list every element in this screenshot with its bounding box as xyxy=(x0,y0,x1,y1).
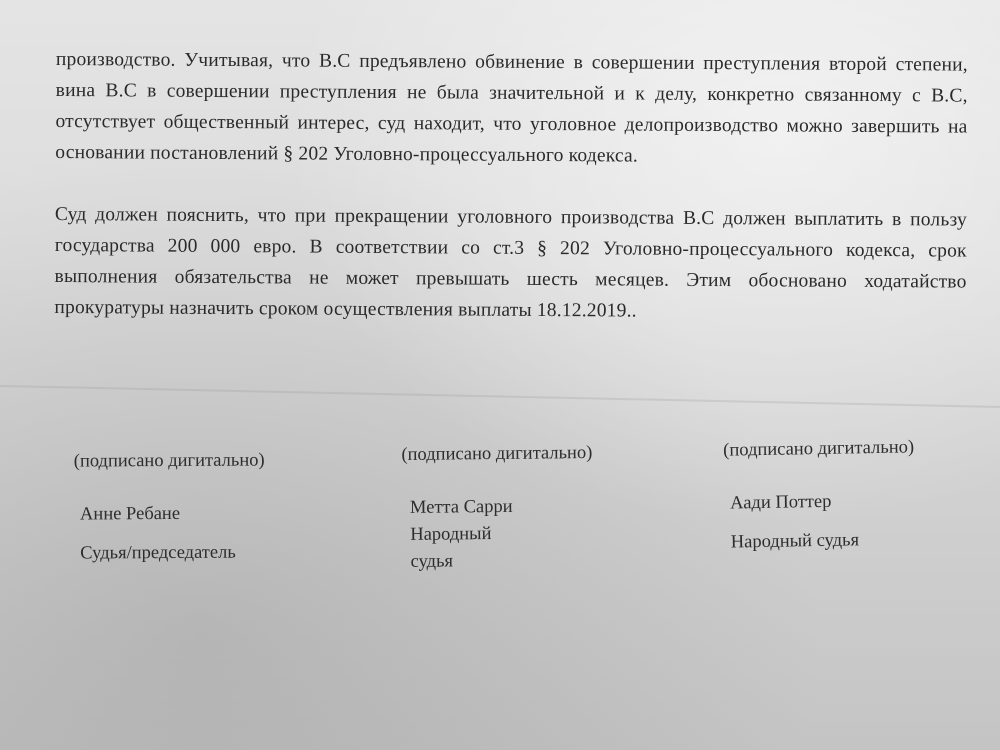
signature-block-lay-judge-1 xyxy=(401,440,593,576)
paper-crease xyxy=(0,385,1000,408)
signature-caption: (подписано дигитально) xyxy=(401,443,593,466)
signature-block-lay-judge-2 xyxy=(723,434,916,556)
signature-caption: (подписано дигитально) xyxy=(73,450,265,472)
signature-caption: (подписано дигитально) xyxy=(723,437,915,461)
signer-name: Анне Ребане xyxy=(79,503,181,525)
paragraph-payment: Суд должен пояснить, что при прекращении уголовного производства В.С должен выплатить в пользу государства 200 000 евро. В соответствии со ст.3 § 202 Уголовно-процессуального кодекса, срок выполнения обязательства не может превышать шесть месяцев. Этим обосновано ходатайство прокуратуры назначить сроком осуществления выплаты 18.12.2019.. xyxy=(54,203,968,322)
signer-role: Народный судья xyxy=(410,524,492,572)
document-body xyxy=(54,44,968,329)
signer-name: Метта Сарри xyxy=(409,496,513,518)
signer-role: Народный судья xyxy=(730,530,860,553)
paragraph-ruling: производство. Учитывая, что В.С предъявлено обвинение в совершении преступления второй степени, вина В.С в совершении преступления не была значительной и к делу, конкретно связанному с В.С, отсутствует общественный интерес, суд находит, что уголовное делопроизводство можно завершить на основании постановлений § 202 Уголовно-процессуального кодекса. xyxy=(55,48,968,167)
signature-block-chair xyxy=(74,448,266,568)
signer-role: Судья/председатель xyxy=(80,542,236,564)
signer-name: Аади Поттер xyxy=(729,491,832,514)
